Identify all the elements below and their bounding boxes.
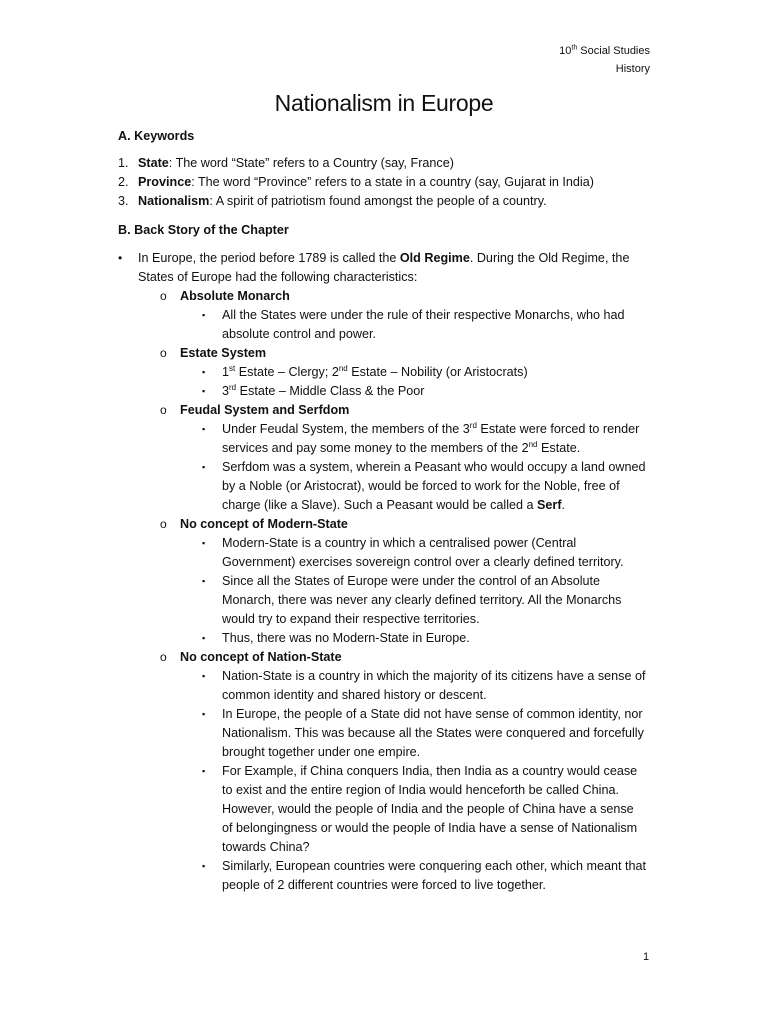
square-bullet-icon: ▪ [202,310,206,320]
keyword-item: 3. Nationalism: A spirit of patriotism found amongst the people of a country. [118,194,547,208]
square-bullet-icon: ▪ [202,538,206,548]
section-b-heading: B. Back Story of the Chapter [118,223,289,237]
keywords-list [118,154,658,211]
characteristic-modern-state: o No concept of Modern-State [118,515,658,534]
document-title: Nationalism in Europe [274,90,494,116]
list-item: ▪ 3rd Estate – Middle Class & the Poor [118,382,658,401]
document-body [118,127,658,895]
square-bullet-icon: ▪ [202,367,206,377]
square-bullet-icon: ▪ [202,671,206,681]
bullet-icon: • [118,251,123,265]
characteristic-absolute-monarch: o Absolute Monarch [118,287,658,306]
square-bullet-icon: ▪ [202,424,206,434]
characteristic-estate-system: o Estate System [118,344,658,363]
list-item: ▪ Thus, there was no Modern-State in Europe. [118,629,658,648]
section-a-heading: A. Keywords [118,129,195,143]
circle-bullet-icon: o [160,289,167,303]
header-grade-subject: 10th Social Studies [559,44,650,57]
list-item: ▪ Nation-State is a country in which the majority of its citizens have a sense of common identity and shared history or descent. [202,669,646,702]
page-number: 1 [643,951,650,963]
page-header [559,42,650,78]
list-item: ▪ Similarly, European countries were conquering each other, which meant that people of 2 different countries were forced to live together. [202,859,646,892]
list-item: ▪ Since all the States of Europe were under the control of an Absolute Monarch, there was never any clearly defined territory. All the Monarchs would try to expand their respective territories. [202,574,622,626]
circle-bullet-icon: o [160,403,167,417]
list-item: ▪ Serfdom was a system, wherein a Peasant who would occupy a land owned by a Noble (or Aristocrat), would be forced to work for the Noble, free of charge (like a Slave). Such a Peasant would be called a Serf. [202,460,646,512]
list-item: ▪ 1st Estate – Clergy; 2nd Estate – Nobility (or Aristocrats) [118,363,658,382]
list-item: ▪ Under Feudal System, the members of the 3rd Estate were forced to render services and pay some money to the members of the 2nd Estate. [202,420,640,455]
header-subject-history: History [615,63,650,75]
square-bullet-icon: ▪ [202,386,206,396]
list-item: ▪ In Europe, the people of a State did not have sense of common identity, nor Nationalism. This was because all the States were conquered and forcefully brought together under one empire. [202,707,644,759]
square-bullet-icon: ▪ [202,462,206,472]
circle-bullet-icon: o [160,517,167,531]
characteristic-feudal-system: o Feudal System and Serfdom [118,401,658,420]
square-bullet-icon: ▪ [202,633,206,643]
list-item: ▪ All the States were under the rule of their respective Monarchs, who had absolute control and power. [202,308,625,341]
square-bullet-icon: ▪ [202,766,206,776]
square-bullet-icon: ▪ [202,861,206,871]
list-item: ▪ Modern-State is a country in which a centralised power (Central Government) exercises sovereign control over a clearly defined territory. [202,536,624,569]
keyword-item: 2. Province: The word “Province” refers to a state in a country (say, Gujarat in India) [118,175,594,189]
intro-paragraph: • In Europe, the period before 1789 is called the Old Regime. During the Old Regime, the States of Europe had the following characteristics: [118,251,630,284]
square-bullet-icon: ▪ [202,709,206,719]
keyword-item: 1. State: The word “State” refers to a Country (say, France) [118,156,454,170]
square-bullet-icon: ▪ [202,576,206,586]
back-story-list [118,249,658,895]
list-item: ▪ For Example, if China conquers India, then India as a country would cease to exist and the entire region of India would henceforth be called China. However, would the people of India and the people of China have a sense of belongingness or would the people of India have a sense of Nationalism towards China? [202,764,638,854]
circle-bullet-icon: o [160,650,167,664]
circle-bullet-icon: o [160,346,167,360]
characteristic-nation-state: o No concept of Nation-State [118,648,658,667]
